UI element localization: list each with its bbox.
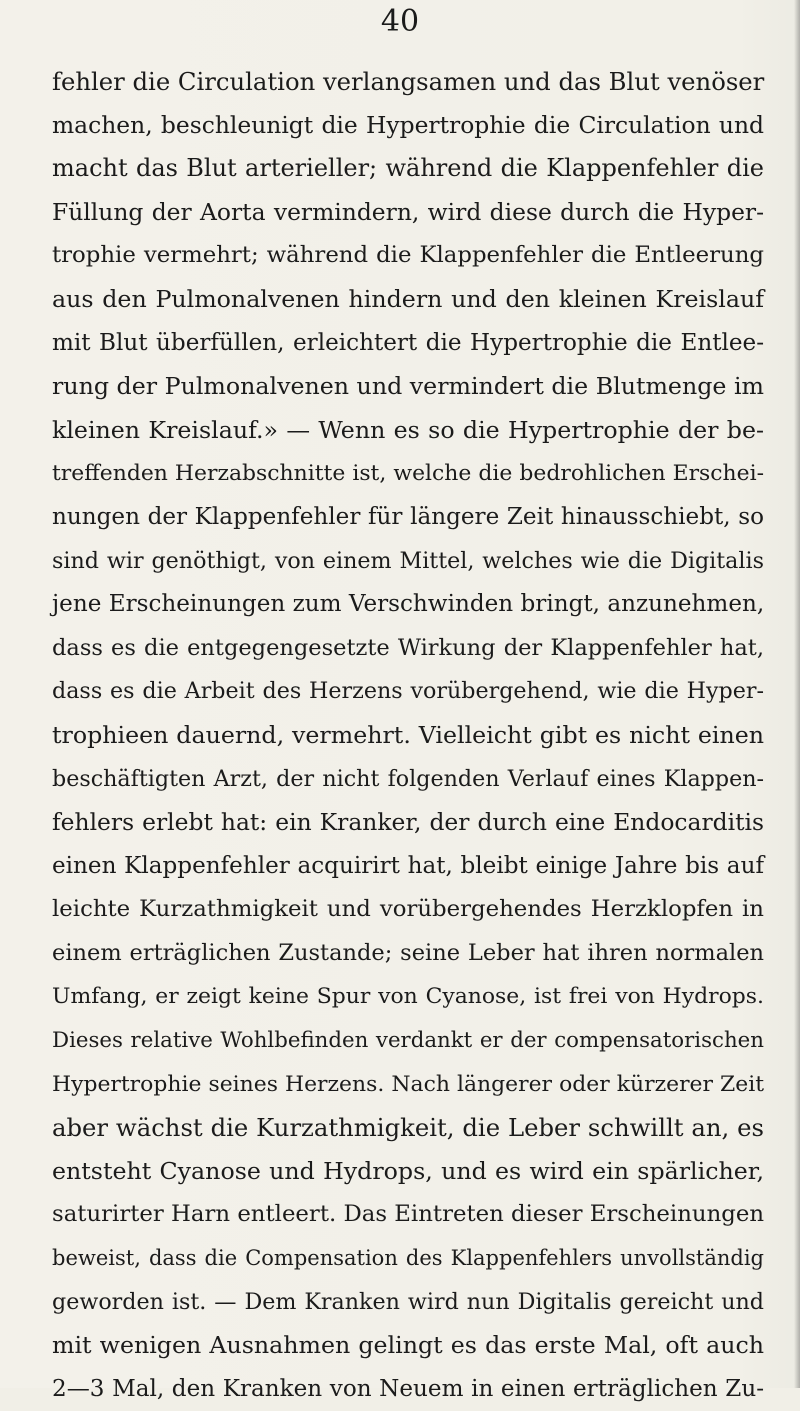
text-line: dass es die entgegengesetzte Wirkung der Klappenfehler hat, (52, 634, 764, 661)
text-line: aus den Pulmonalvenen hindern und den kleinen Kreislauf (52, 284, 764, 313)
text-line: einen Klappenfehler acquirirt hat, bleibt einige Jahre bis auf (52, 852, 764, 879)
text-line: mit wenigen Ausnahmen gelingt es das erste Mal, oft auch (52, 1331, 764, 1360)
text-line: 2—3 Mal, den Kranken von Neuem in einen erträglichen Zu- (52, 1375, 764, 1402)
text-line: machen, beschleunigt die Hypertrophie die Circulation und (52, 110, 764, 139)
text-line: aber wächst die Kurzathmigkeit, die Leber schwillt an, es (52, 1113, 764, 1143)
text-line: trophieen dauernd, vermehrt. Vielleicht gibt es nicht einen (52, 720, 764, 749)
text-line: nungen der Klappenfehler für längere Zeit hinausschiebt, so (52, 503, 764, 530)
text-line: beschäftigten Arzt, der nicht folgenden Verlauf eines Klappen- (52, 765, 764, 792)
body-text (52, 60, 764, 1411)
text-line: sind wir genöthigt, von einem Mittel, welches wie die Digitalis (52, 547, 764, 574)
text-line: fehler die Circulation verlangsamen und das Blut venöser (52, 67, 765, 96)
text-line: macht das Blut arterieller; während die Klappenfehler die (52, 154, 764, 183)
text-line: Umfang, er zeigt keine Spur von Cyanose, ist frei von Hydrops. (52, 984, 764, 1010)
text-line: jene Erscheinungen zum Verschwinden bringt, anzunehmen, (52, 591, 765, 618)
text-line: treffenden Herzabschnitte ist, welche die bedrohlichen Erschei- (52, 461, 764, 487)
text-line: leichte Kurzathmigkeit und vorübergehendes Herzklopfen in (52, 896, 764, 923)
page-edge-shadow (794, 0, 800, 1388)
text-line: fehlers erlebt hat: ein Kranker, der durch eine Endocarditis (52, 808, 764, 837)
text-line: Füllung der Aorta vermindern, wird diese durch die Hyper- (52, 197, 764, 226)
text-line: trophie vermehrt; während die Klappenfehler die Entleerung (52, 242, 764, 269)
text-line: kleinen Kreislauf.» — Wenn es so die Hypertrophie der be- (52, 415, 764, 444)
text-line: mit Blut überfüllen, erleichtert die Hypertrophie die Entlee- (52, 329, 764, 356)
text-line: einem erträglichen Zustande; seine Leber hat ihren normalen (52, 939, 764, 966)
text-line: dass es die Arbeit des Herzens vorübergehend, wie die Hyper- (52, 678, 764, 705)
text-line: Hypertrophie seines Herzens. Nach längerer oder kürzerer Zeit (52, 1071, 764, 1097)
text-line: saturirter Harn entleert. Das Eintreten dieser Erscheinungen (52, 1201, 765, 1228)
text-line: beweist, dass die Compensation des Klappenfehlers unvollständig (52, 1246, 764, 1271)
text-line: entsteht Cyanose und Hydrops, und es wird ein spärlicher, (52, 1156, 764, 1185)
text-line: geworden ist. — Dem Kranken wird nun Digitalis gereicht und (52, 1288, 764, 1315)
page-number: 40 (380, 4, 420, 39)
text-line: Dieses relative Wohlbefinden verdankt er der compensatorischen (52, 1028, 764, 1054)
text-line: rung der Pulmonalvenen und vermindert die Blutmenge im (52, 372, 764, 401)
